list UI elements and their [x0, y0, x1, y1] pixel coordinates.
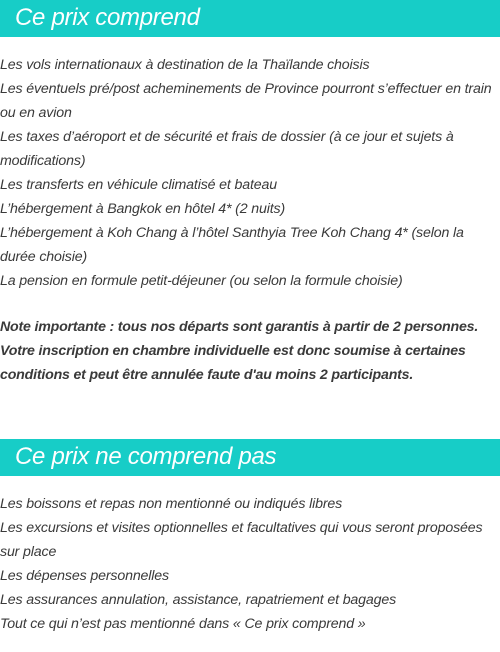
list-item: Les assurances annulation, assistance, rapatriement et bagages — [0, 592, 397, 608]
list-item: Les excursions et visites optionnelles et facultatives qui vous seront proposées sur place — [0, 520, 483, 560]
excluded-header — [0, 439, 500, 476]
list-item: Les vols internationaux à destination de la Thaïlande choisis — [0, 57, 370, 73]
list-item: Les éventuels pré/post acheminements de Province pourront s’effectuer en train ou en avion — [0, 81, 492, 121]
excluded-list — [0, 492, 496, 636]
list-item: L’hébergement à Koh Chang à l’hôtel Santhyia Tree Koh Chang 4* (selon la durée choisie) — [0, 225, 464, 265]
note-line: Votre inscription en chambre individuelle est donc soumise à certaines — [0, 343, 466, 359]
included-list — [0, 53, 496, 293]
excluded-title: Ce prix ne comprend pas — [15, 443, 277, 470]
list-item: Tout ce qui n’est pas mentionné dans « Ce prix comprend » — [0, 616, 366, 632]
list-item: Les boissons et repas non mentionné ou indiqués libres — [0, 496, 343, 512]
list-item: L’hébergement à Bangkok en hôtel 4* (2 nuits) — [0, 201, 286, 217]
important-note — [0, 315, 498, 387]
list-item: Les transferts en véhicule climatisé et bateau — [0, 177, 278, 193]
included-title: Ce prix comprend — [15, 4, 200, 31]
list-item: Les taxes d’aéroport et de sécurité et frais de dossier (à ce jour et sujets à modifications) — [0, 129, 454, 169]
note-line: conditions et peut être annulée faute d'au moins 2 participants. — [0, 367, 414, 383]
list-item: La pension en formule petit-déjeuner (ou selon la formule choisie) — [0, 273, 403, 289]
list-item: Les dépenses personnelles — [0, 568, 169, 584]
note-line: Note importante : tous nos départs sont garantis à partir de 2 personnes. — [0, 319, 479, 335]
included-header — [0, 0, 500, 37]
